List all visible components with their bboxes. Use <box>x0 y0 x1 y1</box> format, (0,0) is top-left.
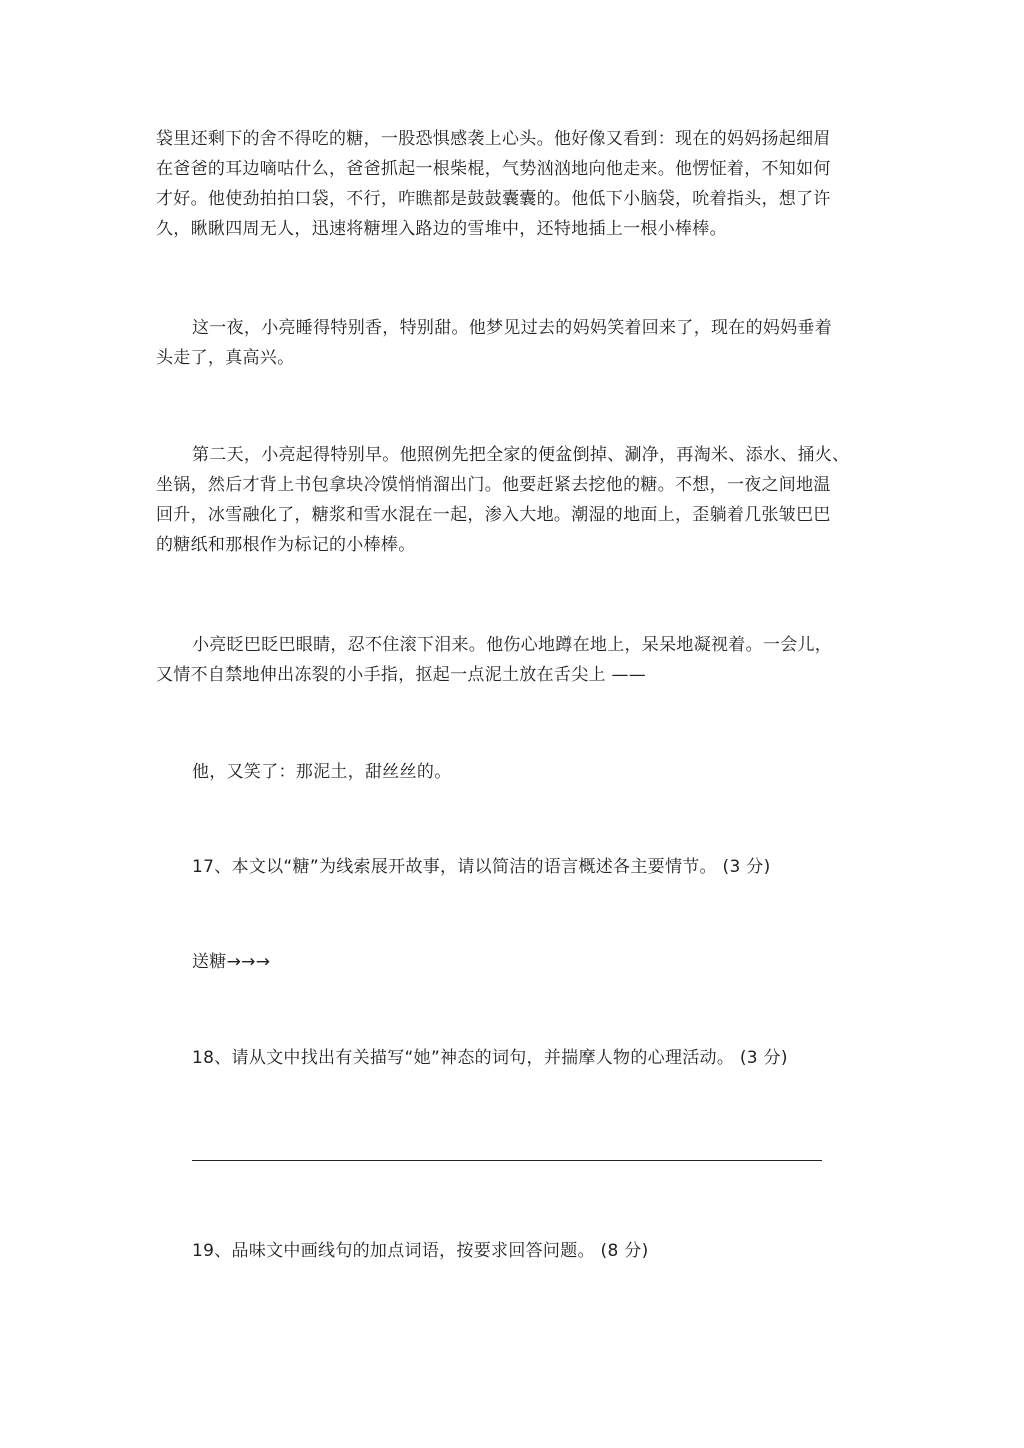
paragraph-1 <box>156 124 868 244</box>
paragraph-line: 这一夜，小亮睡得特别香，特别甜。他梦见过去的妈妈笑着回来了，现在的妈妈垂着 <box>192 318 833 338</box>
paragraph-line: 小亮眨巴眨巴眼睛，忍不住滚下泪来。他伤心地蹲在地上，呆呆地凝视着。一会儿， <box>192 635 833 655</box>
paragraph-line: 又情不自禁地伸出冻裂的小手指，抠起一点泥土放在舌尖上 —— <box>156 665 647 685</box>
paragraph-line: 坐锅，然后才背上书包拿块冷馍悄悄溜出门。他要赶紧去挖他的糖。不想，一夜之间地温 <box>156 475 831 495</box>
paragraph-line: 在爸爸的耳边嘀咕什么，爸爸抓起一根柴棍，气势汹汹地向他走来。他愣怔着，不知如何 <box>156 159 831 179</box>
question-18: 18、请从文中找出有关描写“她”神态的词句，并揣摩人物的心理活动。 (3 分) <box>192 1048 788 1068</box>
paragraph-line: 袋里还剩下的舍不得吃的糖，一股恐惧感袭上心头。他好像又看到：现在的妈妈扬起细眉 <box>156 129 831 149</box>
question-17: 17、本文以“糖”为线索展开故事，请以简洁的语言概述各主要情节。 (3 分) <box>192 857 771 877</box>
paragraph-line: 第二天，小亮起得特别早。他照例先把全家的便盆倒掉、涮净，再淘米、添水、捅火、 <box>192 445 850 465</box>
paragraph-2 <box>156 313 868 373</box>
paragraph-line: 回升，冰雪融化了，糖浆和雪水混在一起，渗入大地。潮湿的地面上，歪躺着几张皱巴巴 <box>156 505 831 525</box>
paragraph-line: 久，瞅瞅四周无人，迅速将糖埋入路边的雪堆中，还特地插上一根小棒棒。 <box>156 219 727 239</box>
paragraph-4 <box>156 630 868 690</box>
question-17-answer: 送糖→→→ <box>192 952 271 972</box>
paragraph-line: 头走了，真高兴。 <box>156 348 295 368</box>
answer-blank-line <box>192 1160 822 1161</box>
paragraph-line: 才好。他使劲拍拍口袋，不行，咋瞧都是鼓鼓囊囊的。他低下小脑袋，吮着指头，想了许 <box>156 189 831 209</box>
paragraph-5: 他，又笑了：那泥土，甜丝丝的。 <box>192 762 452 782</box>
question-19: 19、品味文中画线句的加点词语，按要求回答问题。 (8 分) <box>192 1241 649 1261</box>
paragraph-line: 的糖纸和那根作为标记的小棒棒。 <box>156 535 416 555</box>
paragraph-3 <box>156 440 868 560</box>
